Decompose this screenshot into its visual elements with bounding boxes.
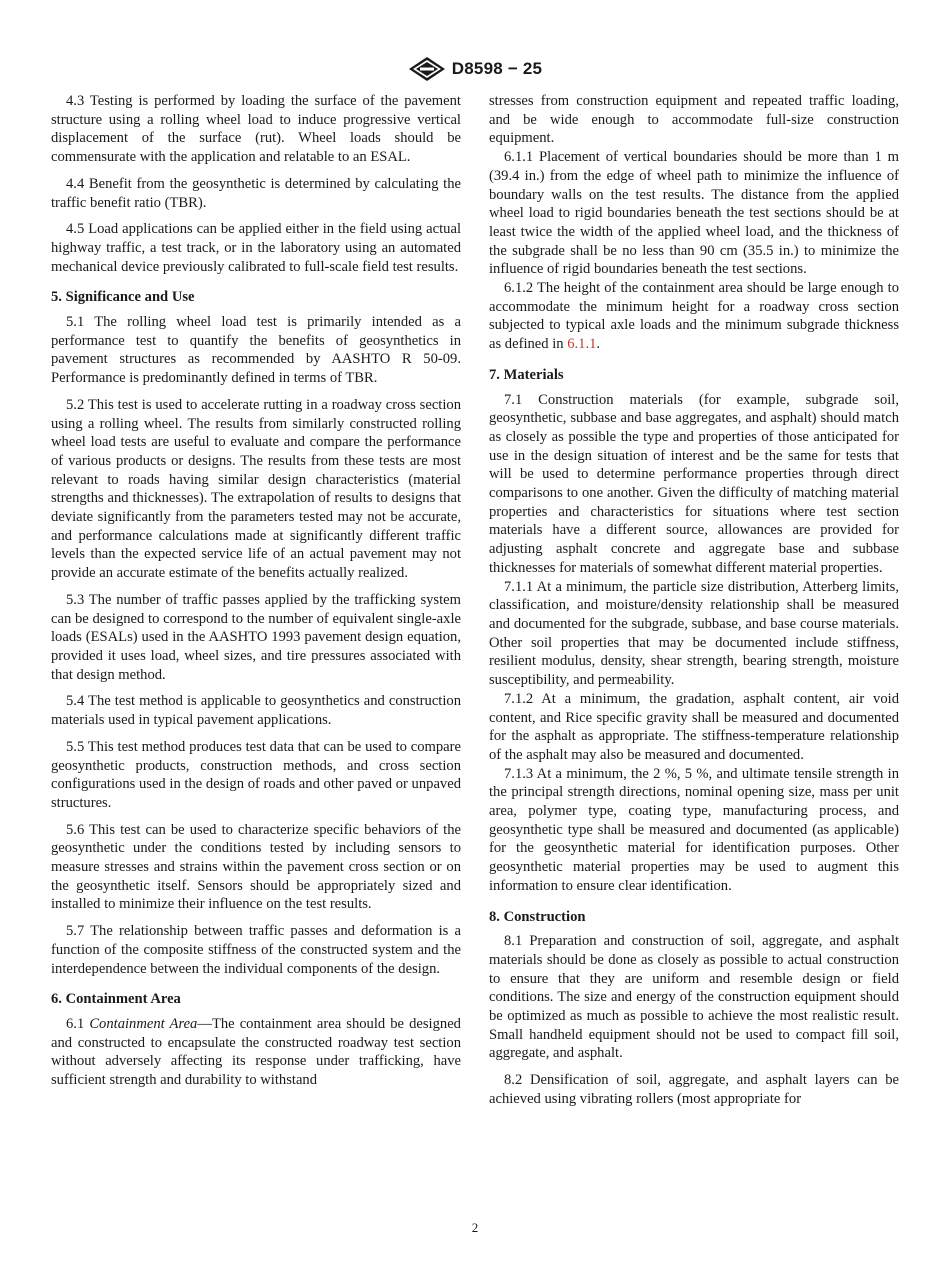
paragraph-5-6: 5.6 This test can be used to characterize specific behaviors of the geosynthetic under the conditions tested by including sensors to measure stresses and strains within the pavement cross section or on the geosynthetic itself. Sensors should be appropriately sized and installed to minimize their influence on the test results. [51, 821, 461, 913]
paragraph-7-1-3: 7.1.3 At a minimum, the 2 %, 5 %, and ultimate tensile strength in the principal strength directions, nominal opening size, mass per unit area, polymer type, coating type, manufacturing process, and geosynthetic type shall be measured and documented (as applicable) for the geosynthetic material for identification purposes. Other geosynthetic material properties may be used to augment this information to ensure clear identification. [489, 765, 899, 894]
paragraph-5-1: 5.1 The rolling wheel load test is primarily intended as a performance test to quantify the benefits of geosynthetics in pavement structures as recommended by AASHTO R 50-09. Performance is predominantly defined in terms of TBR. [51, 314, 461, 387]
document-designation: D8598 − 25 [451, 59, 543, 78]
section-7-heading: 7. Materials [489, 366, 564, 383]
paragraph-5-2: 5.2 This test is used to accelerate rutting in a roadway cross section using a rolling wheel. The results from similarly constructed rolling wheel load tests are useful to evaluate and compare the performance of various products or designs. The results from these tests are most relevant to roads having similar design characteristics (material strengths and thicknesses). The extrapolation of results to designs that deviate significantly from the parameters tested may not be accurate, and performance calculations made at significantly different traffic levels than the expected service life of an actual pavement may not provide an accurate estimate of the benefits actually realized. [51, 396, 461, 582]
page-number: 2 [471, 1220, 479, 1235]
right-column [489, 92, 899, 1117]
section-6-heading: 6. Containment Area [51, 991, 181, 1008]
paragraph-6-1 [51, 1015, 461, 1090]
section-8-heading: 8. Construction [489, 908, 586, 925]
paragraph-6-1-1: 6.1.1 Placement of vertical boundaries should be more than 1 m (39.4 in.) from the edge of wheel path to minimize the influence of boundary walls on the test results. The distance from the applied wheel load to rigid boundaries beneath the test sections should be at least twice the width of the applied wheel load, and the thickness of the subgrade shall be no less than 90 cm (35.5 in.) to minimize the influence of rigid boundaries beneath the test sections. [489, 149, 899, 278]
paragraph-4-4: 4.4 Benefit from the geosynthetic is determined by calculating the traffic benefit ratio (TBR). [51, 175, 461, 211]
page-header [0, 56, 950, 82]
paragraph-8-1: 8.1 Preparation and construction of soil, aggregate, and asphalt materials should be done as closely as possible to actual construction to ensure that they are uniform and resemble design or field conditions. The size and energy of the construction equipment should be optimized as much as possible to achieve the most realistic result. Small handheld equipment should not be used to compact fill soil, aggregate, and asphalt. [489, 933, 899, 1062]
paragraph-number: 6.1 [66, 1015, 85, 1032]
paragraph-5-4: 5.4 The test method is applicable to geosynthetics and construction materials used in typical pavement applications. [51, 693, 461, 729]
paragraph-5-7: 5.7 The relationship between traffic passes and deformation is a function of the composite stiffness of the constructed system and the interdependence between the individual components of the design. [51, 923, 461, 977]
paragraph-7-1-1: 7.1.1 At a minimum, the particle size distribution, Atterberg limits, classification, and moisture/density relationship shall be measured and documented for the subgrade, subbase, and base course materials. Other soil properties that may be documented include stiffness, resilient modulus, density, shear strength, bearing strength, moisture susceptibility, and permeability. [489, 578, 899, 689]
astm-logo-icon [408, 56, 446, 82]
section-5-heading: 5. Significance and Use [51, 289, 195, 306]
paragraph-6-1-2 [489, 279, 899, 354]
defined-term: Containment Area [89, 1015, 198, 1032]
paragraph-4-3: 4.3 Testing is performed by loading the surface of the pavement structure using a rolling wheel load to induce progressive vertical displacement of the surface (rut). Wheel loads should be commensurate with the application and relatable to an ESAL. [51, 93, 461, 166]
paragraph-text: 6.1.2 The height of the containment area should be large enough to accommodate the minimum height for a roadway cross section subjected to typical axle loads and the minimum subgrade thickness as defined in [489, 280, 899, 353]
paragraph-8-2: 8.2 Densification of soil, aggregate, and asphalt layers can be achieved using vibrating rollers (most appropriate for [489, 1072, 899, 1107]
paragraph-7-1: 7.1 Construction materials (for example, subgrade soil, geosynthetic, subbase and base aggregates, and asphalt) should match as closely as possible the type and properties of those anticipated for use in the design situation of interest and be the same for tests that will be used to determine performance properties through direct comparisons to one another. Given the difficulty of matching material properties and characteristics for situations where test section materials have a different source, allowances are provided for adjusting asphalt concrete and aggregate base and subbase thicknesses for materials of somewhat different material properties. [489, 391, 899, 576]
paragraph-text: —The containment area should be designed and constructed to encapsulate the constructed roadway test section without adversely affecting its response under trafficking, have sufficient strength and durability to withstand [51, 1015, 461, 1089]
paragraph-4-5: 4.5 Load applications can be applied either in the field using actual highway traffic, a test track, or in the laboratory using an automated mechanical device previously calibrated to full-scale field test results. [51, 221, 461, 275]
paragraph-5-3: 5.3 The number of traffic passes applied by the trafficking system can be designed to correspond to the number of equivalent single-axle loads (ESALs) used in the AASHTO 1993 pavement design equation, provided it uses load, wheel sizes, and tire pressures associated with that design method. [51, 591, 461, 683]
left-column [51, 92, 461, 1098]
cross-reference-link[interactable]: 6.1.1 [567, 336, 597, 353]
paragraph-6-1-continued: stresses from construction equipment and repeated traffic loading, and be wide enough to accommodate full-size construction equipment. [489, 93, 899, 147]
paragraph-end: . [596, 336, 601, 353]
paragraph-5-5: 5.5 This test method produces test data that can be used to compare geosynthetic products, construction methods, and cross section configurations used in the design of roads and other paved or unpaved structures. [51, 738, 461, 811]
paragraph-7-1-2: 7.1.2 At a minimum, the gradation, asphalt content, air void content, and Rice specific gravity shall be measured and documented for the asphalt as appropriate. The stiffness-temperature relationship of the asphalt may also be measured and documented. [489, 690, 899, 763]
